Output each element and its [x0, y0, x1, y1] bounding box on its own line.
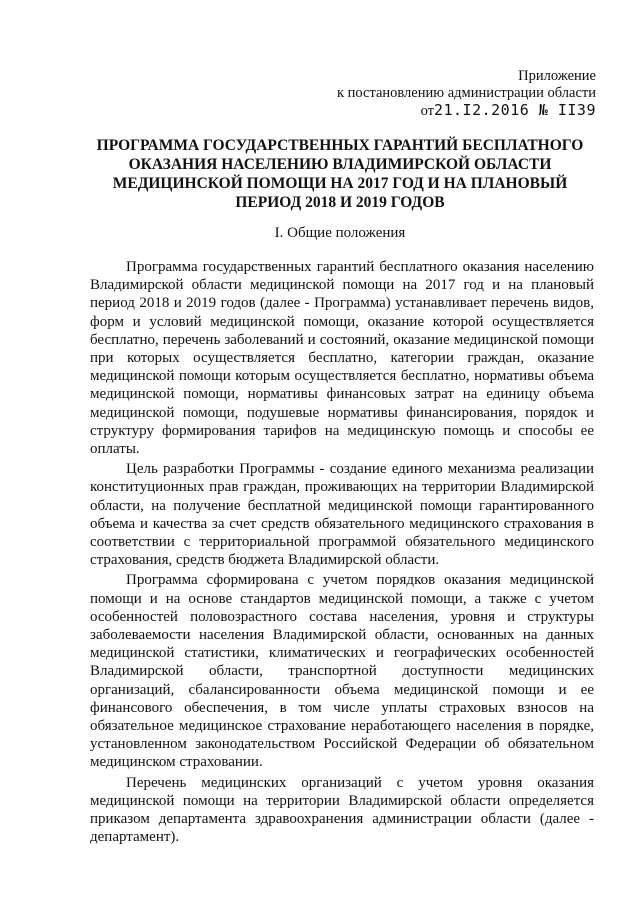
appendix-date-number: 21.I2.2016 № II39: [433, 101, 596, 119]
paragraph: Программа сформирована с учетом порядков оказания медицинской помощи и на основе стандартов медицинской помощи, а также с учетом особенностей половозрастного состава населения, уровня и структуры заболеваемости населения Владимирской области, основанных на данных медицинской статистики, климатических и географических особенностей Владимирской области, транспортной доступности медицинских организаций, сбалансированности объема медицинской помощи и ее финансового обеспечения, в том числе уплаты страховых взносов на обязательное медицинское страхование неработающего населения в порядке, установленном законодательством Российской Федерации об обязательном медицинском страховании.: [90, 572, 594, 771]
title-line: МЕДИЦИНСКОЙ ПОМОЩИ НА 2017 ГОД И НА ПЛАНОВЫЙ: [112, 175, 568, 192]
title-line: ОКАЗАНИЯ НАСЕЛЕНИЮ ВЛАДИМИРСКОЙ ОБЛАСТИ: [128, 156, 552, 173]
appendix-block: [337, 68, 596, 120]
title-line: ПЕРИОД 2018 И 2019 ГОДОВ: [235, 194, 445, 211]
document-title: [90, 136, 590, 212]
title-line: ПРОГРАММА ГОСУДАРСТВЕННЫХ ГАРАНТИЙ БЕСПЛАТНОГО: [96, 137, 584, 154]
section-heading: I. Общие положения: [274, 225, 406, 241]
body-text: [90, 258, 594, 849]
appendix-label: Приложение: [518, 68, 596, 84]
appendix-resolution: к постановлению администрации области: [336, 85, 596, 101]
appendix-from-prefix: от: [420, 103, 434, 119]
paragraph: Перечень медицинских организаций с учетом уровня оказания медицинской помощи на территории Владимирской области определяется приказом департамента здравоохранения администрации области (далее - департамент).: [90, 774, 594, 846]
paragraph: Программа государственных гарантий бесплатного оказания населению Владимирской области медицинской помощи на 2017 год и на плановый период 2018 и 2019 годов (далее - Программа) устанавливает перечень видов, форм и условий медицинской помощи, оказание которой осуществляется бесплатно, перечень заболеваний и состояний, оказание медицинской помощи при которых осуществляется бесплатно, категории граждан, оказание медицинской помощи которым осуществляется бесплатно, нормативы объема медицинской помощи, нормативы финансовых затрат на единицу объема медицинской помощи, подушевые нормативы финансирования, порядок и структуру формирования тарифов на медицинскую помощь и способы ее оплаты.: [90, 259, 594, 458]
appendix-date-line: [337, 102, 596, 120]
paragraph: Цель разработки Программы - создание единого механизма реализации конституционных прав граждан, проживающих на территории Владимирской области, на получение бесплатной медицинской помощи гарантированного объема и качества за счет средств обязательного медицинского страхования в соответствии с территориальной программой обязательного медицинского страхования, средств бюджета Владимирской области.: [90, 461, 594, 569]
